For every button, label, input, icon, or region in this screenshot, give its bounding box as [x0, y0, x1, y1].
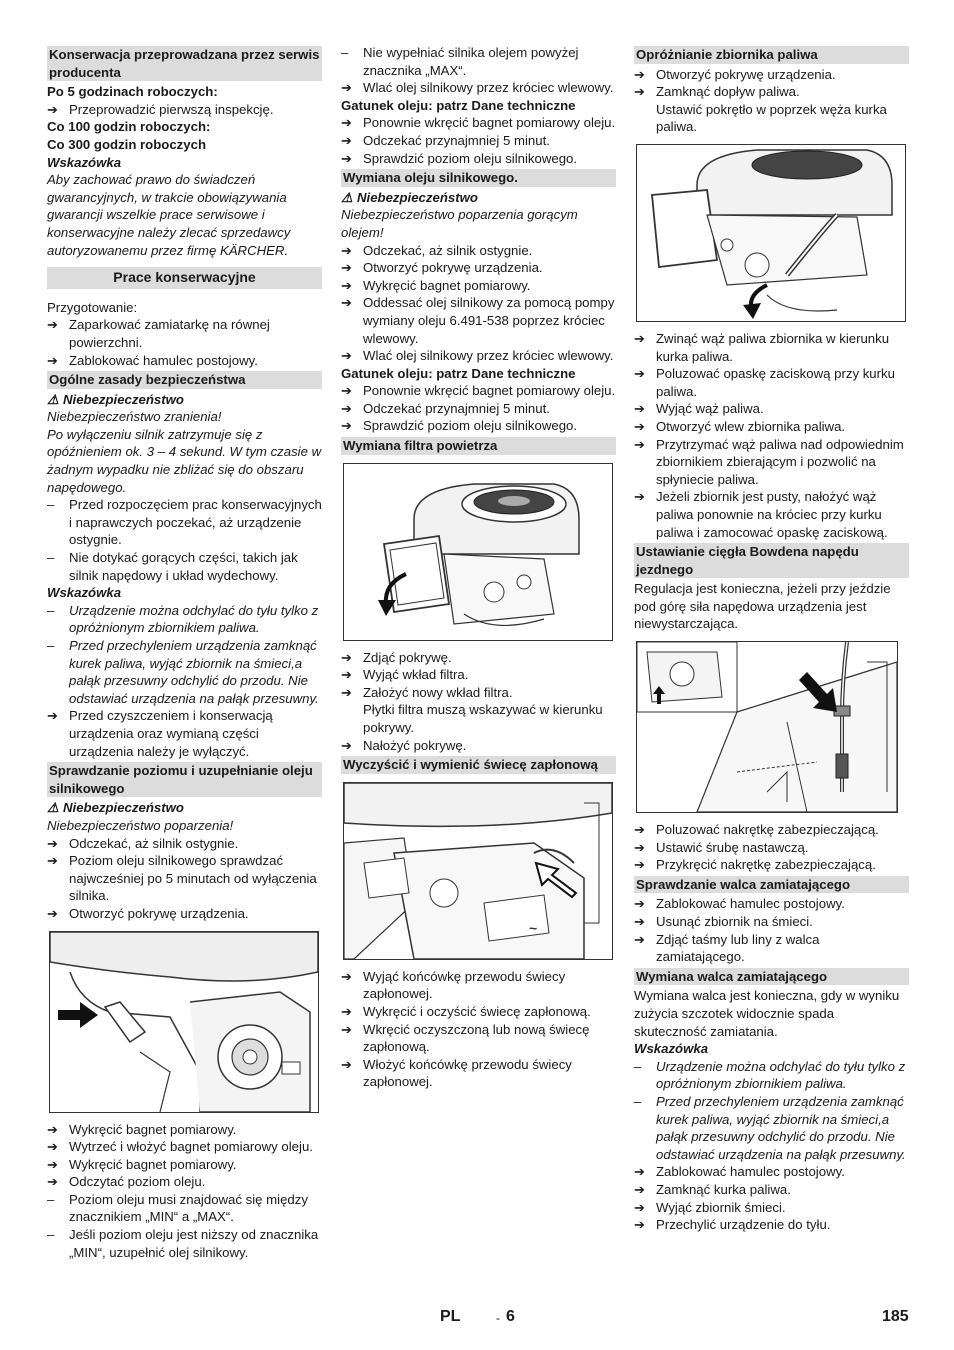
dash-item: – Nie dotykać gorących części, takich jak silnik napędowy i układ wydechowy.	[47, 550, 298, 583]
arrow-icon: ➔	[634, 1217, 646, 1233]
footer-language: PL	[440, 1308, 461, 1325]
arrow-icon: ➔	[634, 931, 646, 947]
arrow-icon: ➔	[341, 277, 353, 293]
arrow-icon: ➔	[634, 822, 646, 838]
heading-100h: Co 100 godzin roboczych:	[47, 119, 211, 135]
step: ➔ Wlać olej silnikowy przez króciec wlewowy.	[341, 348, 614, 364]
footer-page-number: 185	[882, 1308, 909, 1325]
arrow-icon: ➔	[341, 667, 353, 683]
heading-air-filter: Wymiana filtra powietrza	[341, 437, 616, 455]
step: ➔ Zdjąć taśmy lub liny z walca zamiatającego.	[634, 931, 820, 965]
heading-oil-change: Wymiana oleju silnikowego.	[341, 169, 616, 187]
step: ➔ Założyć nowy wkład filtra.	[341, 684, 513, 700]
step: ➔ Wyjąć wąż paliwa.	[634, 401, 764, 417]
step: ➔ Poluzować nakrętkę zabezpieczającą.	[634, 822, 879, 838]
arrow-icon: ➔	[47, 1174, 59, 1190]
figure-bowden	[636, 641, 898, 813]
step: ➔ Zwinąć wąż paliwa zbiornika w kierunku kurka paliwa.	[634, 330, 890, 364]
dash-item: – Przed przechyleniem urządzenia zamknąć kurek paliwa, wyjąć zbiornik na śmieci,a pałąk przesuwny odchylić do przodu. Nie odstawiać urządzenia na pałąk przesuwny.	[47, 638, 319, 706]
arrow-icon: ➔	[341, 132, 353, 148]
step: ➔ Wykręcić bagnet pomiarowy.	[47, 1121, 237, 1137]
arrow-icon: ➔	[47, 317, 59, 333]
heading-roller-check: Sprawdzanie walca zamiatającego	[634, 876, 909, 894]
arrow-icon: ➔	[634, 66, 646, 82]
step: ➔ Otworzyć pokrywę urządzenia.	[341, 260, 543, 276]
heading-roller-change: Wymiana walca zamiatającego	[634, 968, 909, 986]
step: ➔ Odczekać przynajmniej 5 minut.	[341, 400, 550, 416]
arrow-icon: ➔	[341, 649, 353, 665]
arrow-icon: ➔	[47, 853, 59, 869]
step: ➔ Nałożyć pokrywę.	[341, 737, 467, 753]
warning-icon: ⚠	[341, 189, 353, 205]
figure-dipstick	[49, 931, 319, 1113]
heading-5h: Po 5 godzinach roboczych:	[47, 84, 218, 100]
step-note: Ustawić pokrętło w poprzek węża kurka paliwa.	[656, 101, 887, 135]
arrow-icon: ➔	[341, 80, 353, 96]
step: ➔ Odczytać poziom oleju.	[47, 1174, 206, 1190]
step: ➔ Usunąć zbiornik na śmieci.	[634, 914, 813, 930]
arrow-icon: ➔	[634, 436, 646, 452]
dash-icon: –	[47, 1191, 55, 1207]
dash-icon: –	[634, 1058, 642, 1074]
svg-text:~: ~	[529, 919, 538, 936]
arrow-icon: ➔	[634, 914, 646, 930]
step: ➔ Odczekać, aż silnik ostygnie.	[341, 242, 533, 258]
arrow-icon: ➔	[47, 905, 59, 921]
heading-spark-plug: Wyczyścić i wymienić świecę zapłonową	[341, 756, 616, 774]
step: ➔ Wlać olej silnikowy przez króciec wlewowy.	[341, 80, 614, 96]
step: ➔ Wyjąć końcówkę przewodu świecy zapłonowej.	[341, 968, 566, 1002]
step: ➔ Otworzyć pokrywę urządzenia.	[47, 905, 249, 921]
step: ➔ Włożyć końcówkę przewodu świecy zapłonowej.	[341, 1056, 572, 1090]
figure-air-filter	[343, 463, 613, 641]
danger-text: Niebezpieczeństwo zranienia!	[47, 409, 222, 425]
column-1	[47, 44, 322, 1261]
note-title: Wskazówka	[47, 154, 122, 170]
step: ➔ Sprawdzić poziom oleju silnikowego.	[341, 418, 578, 434]
step: ➔ Wyjąć wkład filtra.	[341, 667, 469, 683]
note-title: Wskazówka	[47, 585, 122, 601]
step: ➔ Otworzyć wlew zbiornika paliwa.	[634, 418, 846, 434]
step: ➔ Wkręcić oczyszczoną lub nową świecę zapłonową.	[341, 1021, 590, 1055]
arrow-icon: ➔	[634, 857, 646, 873]
step: ➔ Otworzyć pokrywę urządzenia.	[634, 66, 836, 82]
arrow-icon: ➔	[341, 737, 353, 753]
column-3	[634, 44, 909, 1234]
step: ➔ Odczekać przynajmniej 5 minut.	[341, 132, 550, 148]
step: ➔ Jeżeli zbiornik jest pusty, nałożyć wąż paliwa ponownie na króciec przy kurku paliwa i zamocować opaskę zaciskową.	[634, 489, 888, 540]
step: ➔ Sprawdzić poziom oleju silnikowego.	[341, 150, 578, 166]
bowden-cable-illustration	[637, 642, 897, 812]
arrow-icon: ➔	[341, 115, 353, 131]
dash-icon: –	[47, 1227, 55, 1243]
danger-title: ⚠ Niebezpieczeństwo	[47, 391, 184, 407]
column-2	[341, 44, 616, 1091]
bowden-text: Regulacja jest konieczna, jeżeli przy jeździe pod górę siła napędowa urządzenia jest niewystarczająca.	[634, 581, 891, 632]
step: ➔ Wyjąć zbiornik śmieci.	[634, 1199, 786, 1215]
spark-plug-illustration	[344, 783, 612, 959]
dash-item: – Przed przechyleniem urządzenia zamknąć kurek paliwa, wyjąć zbiornik na śmieci,a pałąk przesuwny odchylić do przodu. Nie odstawiać urządzenia na pałąk przesuwny.	[634, 1093, 906, 1162]
step: ➔ Ponownie wkręcić bagnet pomiarowy oleju.	[341, 115, 616, 131]
dash-icon: –	[47, 602, 55, 618]
step: ➔ Zdjąć pokrywę.	[341, 649, 452, 665]
step: ➔ Wytrzeć i włożyć bagnet pomiarowy oleju.	[47, 1139, 313, 1155]
dash-icon: –	[47, 638, 55, 653]
dash-item: – Poziom oleju musi znajdować się między znacznikiem „MIN“ a „MAX“.	[47, 1191, 308, 1225]
dash-item: – Nie wypełniać silnika olejem powyżej znacznika „MAX“.	[341, 45, 579, 78]
footer-dash: -	[496, 1311, 500, 1325]
roller-change-text: Wymiana walca jest konieczna, gdy w wyniku zużycia szczotek widocznie spada skuteczność zamiatania.	[634, 988, 900, 1039]
danger-text-2: Po wyłączeniu silnik zatrzymuje się z opóźnieniem ok. 3 – 4 sekund. W tym czasie w żadnym wypadku nie zbliżać się do obszaru napędowego.	[47, 426, 322, 495]
arrow-icon: ➔	[47, 101, 59, 117]
step: ➔ Poluzować opaskę zaciskową przy kurku paliwa.	[634, 366, 895, 399]
arrow-icon: ➔	[341, 348, 353, 364]
arrow-icon: ➔	[634, 489, 646, 505]
engine-dipstick-illustration	[50, 932, 318, 1112]
note-title: Wskazówka	[634, 1041, 709, 1057]
danger-text: Niebezpieczeństwo poparzenia gorącym olejem!	[341, 207, 578, 240]
step: ➔ Przechylić urządzenie do tyłu.	[634, 1217, 831, 1233]
step: ➔ Wykręcić i oczyścić świecę zapłonową.	[341, 1004, 591, 1019]
warning-icon: ⚠	[47, 800, 59, 816]
step: ➔ Zablokować hamulec postojowy.	[634, 896, 845, 912]
dash-item: – Urządzenie można odchylać do tyłu tylko z opróżnionym zbiornikiem paliwa.	[634, 1058, 906, 1092]
air-filter-illustration	[344, 464, 612, 640]
arrow-icon: ➔	[341, 260, 353, 276]
step: ➔ Odczekać, aż silnik ostygnie.	[47, 835, 239, 851]
step: ➔ Oddessać olej silnikowy za pomocą pompy wymiany oleju 6.491-538 poprzez króciec wlewowy.	[341, 295, 615, 346]
step: ➔ Zaparkować zamiatarkę na równej powierzchni.	[47, 317, 270, 350]
arrow-icon: ➔	[341, 1004, 353, 1019]
step: ➔ Zamknąć dopływ paliwa.	[634, 84, 800, 100]
dash-item: – Urządzenie można odchylać do tyłu tylko z opróżnionym zbiornikiem paliwa.	[47, 602, 319, 636]
arrow-icon: ➔	[634, 418, 646, 434]
arrow-icon: ➔	[341, 150, 353, 166]
step: ➔ Ponownie wkręcić bagnet pomiarowy oleju.	[341, 383, 616, 399]
dash-icon: –	[341, 45, 349, 60]
arrow-icon: ➔	[341, 1021, 353, 1037]
step: ➔ Zamknąć kurka paliwa.	[634, 1181, 791, 1197]
heading-bowden: Ustawianie cięgła Bowdena napędu jezdnego	[634, 543, 909, 578]
footer-page-small: 6	[506, 1308, 515, 1325]
heading-oil-check: Sprawdzanie poziomu i uzupełnianie oleju silnikowego	[47, 762, 322, 797]
step: ➔ Przeprowadzić pierwszą inspekcję.	[47, 101, 274, 117]
arrow-icon: ➔	[634, 84, 646, 100]
arrow-icon: ➔	[634, 366, 646, 382]
arrow-icon: ➔	[341, 295, 353, 311]
step: ➔ Zablokować hamulec postojowy.	[634, 1164, 845, 1180]
arrow-icon: ➔	[634, 330, 646, 346]
arrow-icon: ➔	[47, 1121, 59, 1137]
figure-fuel-hose	[636, 144, 906, 322]
heading-service: Konserwacja przeprowadzana przez serwis producenta	[47, 46, 322, 81]
heading-maintenance: Prace konserwacyjne	[47, 267, 322, 289]
arrow-icon: ➔	[47, 1156, 59, 1172]
dash-item: – Jeśli poziom oleju jest niższy od znacznika „MIN“, uzupełnić olej silnikowy.	[47, 1227, 319, 1260]
arrow-icon: ➔	[634, 839, 646, 855]
figure-spark-plug	[343, 782, 613, 960]
arrow-icon: ➔	[634, 1164, 646, 1180]
dash-icon: –	[634, 1093, 642, 1109]
dash-item: – Przed rozpoczęciem prac konserwacyjnych i naprawczych poczekać, aż urządzenie ostygnie.	[47, 497, 322, 548]
arrow-icon: ➔	[47, 708, 59, 724]
heading-oil-type: Gatunek oleju: patrz Dane techniczne	[341, 97, 576, 113]
dash-icon: –	[47, 550, 55, 566]
arrow-icon: ➔	[341, 383, 353, 399]
arrow-icon: ➔	[341, 684, 353, 700]
arrow-icon: ➔	[341, 968, 353, 984]
arrow-icon: ➔	[634, 1199, 646, 1215]
fuel-hose-illustration	[637, 145, 905, 321]
arrow-icon: ➔	[47, 835, 59, 851]
arrow-icon: ➔	[341, 418, 353, 434]
heading-fuel-empty: Opróżnianie zbiornika paliwa	[634, 46, 909, 64]
arrow-icon: ➔	[634, 896, 646, 912]
arrow-icon: ➔	[341, 1056, 353, 1072]
step: ➔ Wykręcić bagnet pomiarowy.	[341, 277, 531, 293]
step: ➔ Przykręcić nakrętkę zabezpieczającą.	[634, 857, 876, 873]
arrow-icon: ➔	[634, 1181, 646, 1197]
danger-title: ⚠ Niebezpieczeństwo	[341, 189, 478, 205]
heading-300h: Co 300 godzin roboczych	[47, 136, 207, 152]
danger-title: ⚠ Niebezpieczeństwo	[47, 800, 184, 816]
arrow-icon: ➔	[47, 1139, 59, 1155]
step: ➔ Przytrzymać wąż paliwa nad odpowiednim zbiornikiem zbierającym i pozwolić na spłyniecie paliwa.	[634, 436, 904, 487]
arrow-icon: ➔	[341, 242, 353, 258]
dash-icon: –	[47, 497, 55, 513]
step: ➔ Poziom oleju silnikowego sprawdzać najwcześniej po 5 minutach od wyłączenia silnika.	[47, 853, 317, 904]
step: ➔ Wykręcić bagnet pomiarowy.	[47, 1156, 237, 1172]
arrow-icon: ➔	[47, 352, 59, 368]
note-text: Aby zachować prawo do świadczeń gwarancyjnych, w trakcie obowiązywania gwarancji wszelkie prace serwisowe i konserwacyjne należy zlecać sprzedawcy autoryzowanemu przez firmę KÄRCHER.	[47, 172, 291, 258]
heading-safety: Ogólne zasady bezpieczeństwa	[47, 371, 322, 389]
warning-icon: ⚠	[47, 391, 59, 407]
heading-oil-type: Gatunek oleju: patrz Dane techniczne	[341, 365, 576, 381]
prep-label: Przygotowanie:	[47, 299, 138, 315]
arrow-icon: ➔	[341, 400, 353, 416]
step: ➔ Ustawić śrubę nastawczą.	[634, 839, 809, 855]
step-note: Płytki filtra muszą wskazywać w kierunku pokrywy.	[363, 702, 603, 736]
step: ➔ Zablokować hamulec postojowy.	[47, 352, 258, 368]
step: ➔ Przed czyszczeniem i konserwacją urządzenia oraz wymianą części urządzenia należy je wyłączyć.	[47, 708, 273, 759]
arrow-icon: ➔	[634, 401, 646, 417]
danger-text: Niebezpieczeństwo poparzenia!	[47, 817, 234, 833]
